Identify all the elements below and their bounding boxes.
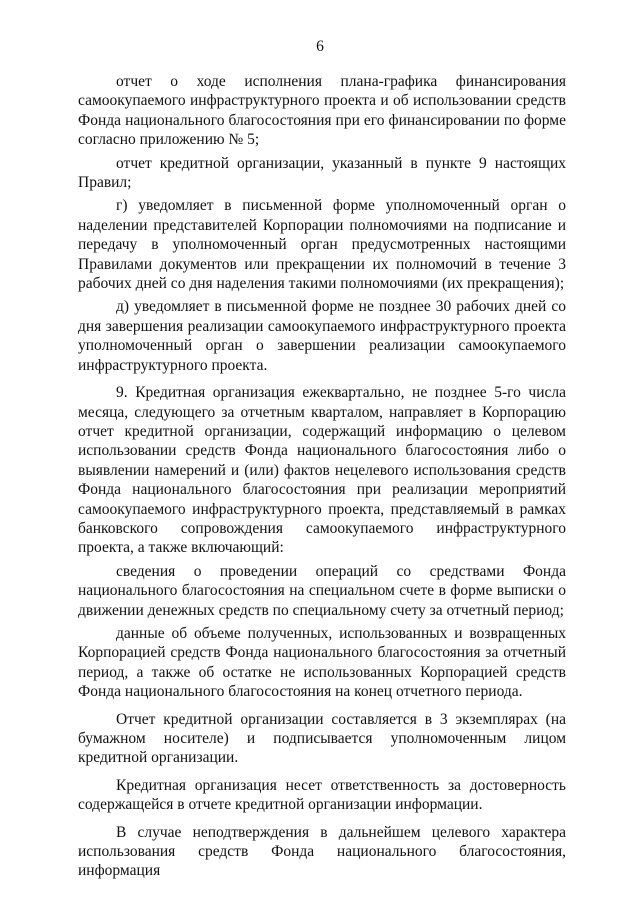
paragraph-operations-info: сведения о проведении операций со средствами Фонда национального благосостояния на специальном счете в форме выписки о движении денежных средств по специальному счету за отчетный период; (78, 562, 566, 619)
paragraph-report-schedule: отчет о ходе исполнения плана-графика финансирования самоокупаемого инфраструктурного проекта и об использовании средств Фонда национального благосостояния при его финансировании по форме согласно приложению № 5; (78, 73, 566, 149)
paragraph-responsibility: Кредитная организация несет ответственность за достоверность содержащейся в отчете кредитной организации информации. (78, 776, 566, 814)
paragraph-volume-data: данные об объеме полученных, использованных и возвращенных Корпорацией средств Фонда национального благосостояния за отчетный период, а также об остатке не использованных Корпорацией средств Фонда национального благосостояния на конец отчетного периода. (78, 624, 566, 701)
paragraph-item-d: д) уведомляет в письменной форме не позднее 30 рабочих дней со дня завершения реализации самоокупаемого инфраструктурного проекта уполномоченный орган о завершении реализации самоокупаемого инфраструктурного проекта. (78, 298, 566, 374)
paragraph-section-9: 9. Кредитная организация ежеквартально, не позднее 5-го числа месяца, следующего за отчетным кварталом, направляет в Корпорацию отчет кредитной организации, содержащий информацию о целевом использовании средств Фонда национального благосостояния либо о выявлении намерений и (или) фактов нецелевого использования средств Фонда национального благосостояния при реализации мероприятий самоокупаемого инфраструктурного проекта, представляемый в рамках банковского сопровождения самоокупаемого инфраструктурного проекта, а также включающий: (78, 384, 566, 557)
paragraph-credit-report: отчет кредитной организации, указанный в пункте 9 настоящих Правил; (78, 154, 566, 192)
document-body (78, 72, 566, 881)
paragraph-report-copies: Отчет кредитной организации составляется в 3 экземплярах (на бумажном носителе) и подписывается уполномоченным лицом кредитной организации. (78, 710, 566, 767)
paragraph-item-g: г) уведомляет в письменной форме уполномоченный орган о наделении представителей Корпорации полномочиями на подписание и передачу в уполномоченный орган предусмотренных настоящими Правилами документов или прекращении их полномочий в течение 3 рабочих дней со дня наделения такими полномочиями (их прекращения); (78, 197, 566, 293)
page-number: 6 (316, 38, 324, 55)
paragraph-nonconfirmation: В случае неподтверждения в дальнейшем целевого характера использования средств Фонда национального благосостояния, информация (78, 823, 566, 880)
